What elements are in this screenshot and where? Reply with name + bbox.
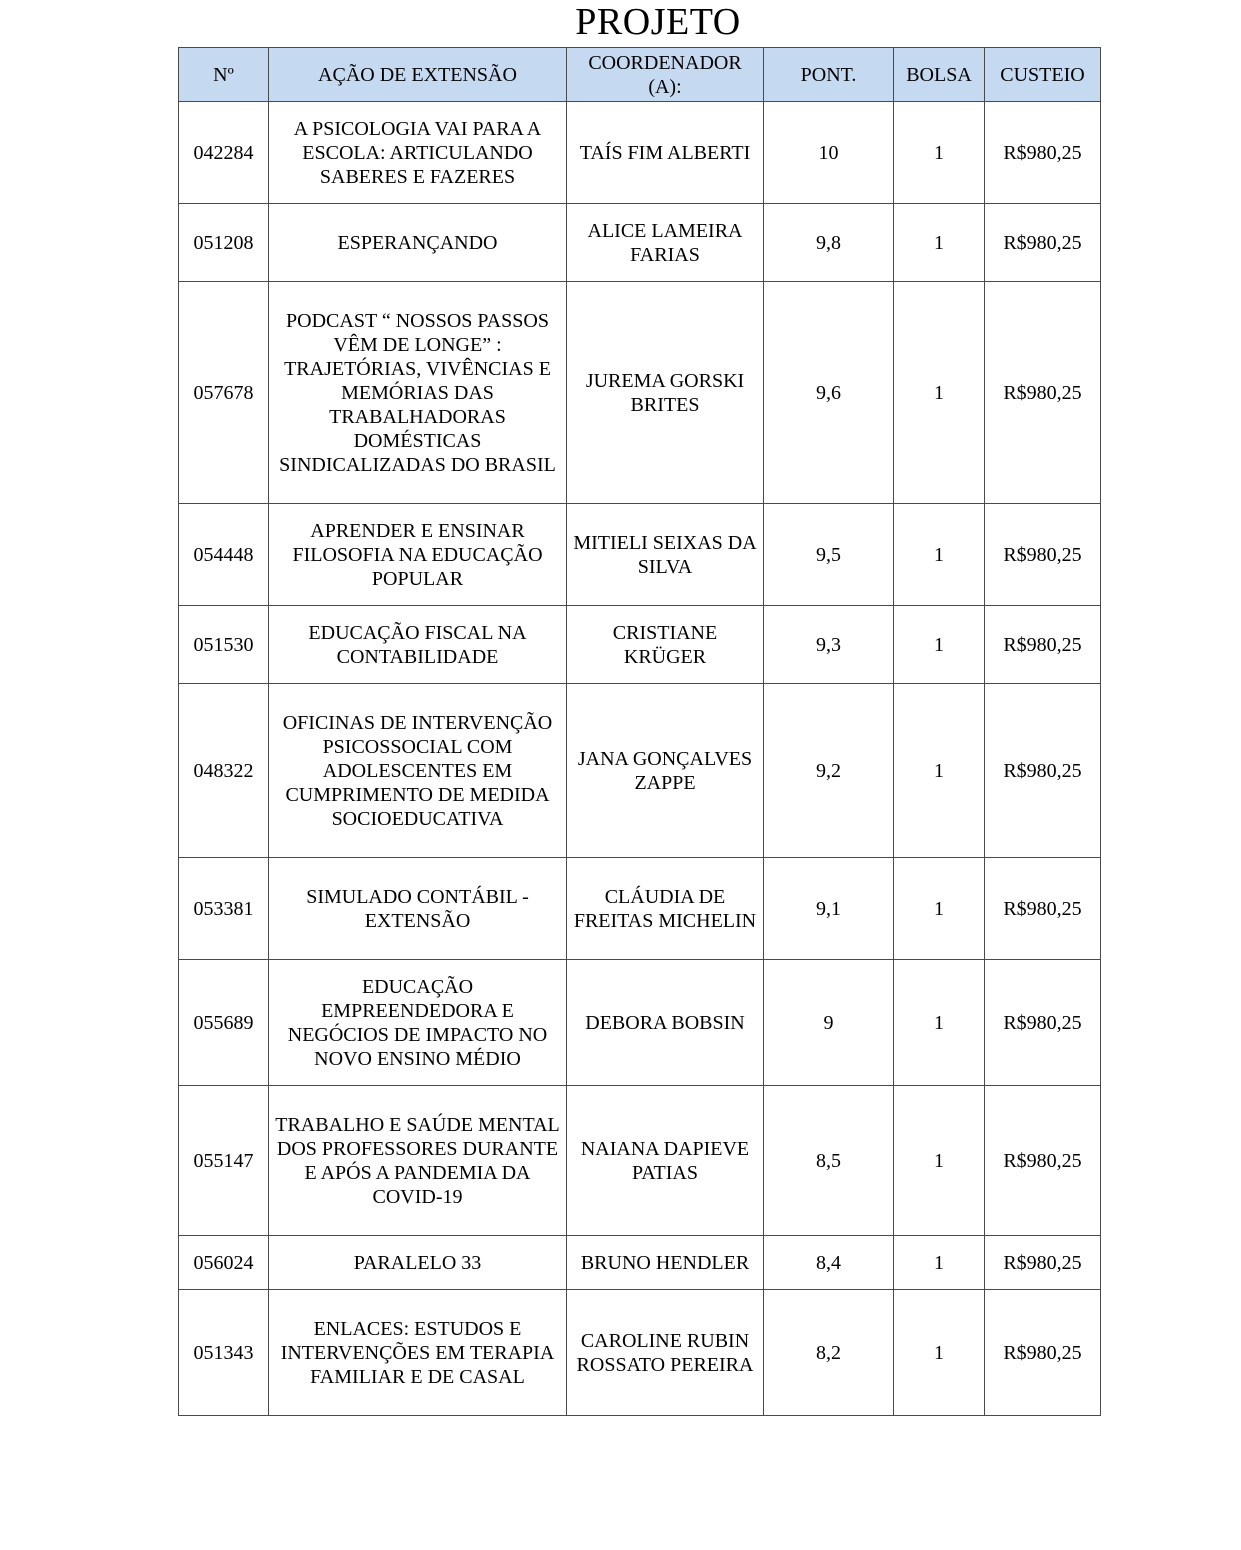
row-score: 9,8 bbox=[764, 204, 894, 282]
row-coordinator: CLÁUDIA DE FREITAS MICHELIN bbox=[567, 858, 764, 960]
row-num: 056024 bbox=[179, 1236, 269, 1290]
table-row bbox=[179, 606, 1101, 684]
table-row bbox=[179, 1086, 1101, 1236]
row-coordinator: BRUNO HENDLER bbox=[567, 1236, 764, 1290]
row-num: 051343 bbox=[179, 1290, 269, 1416]
row-score: 8,4 bbox=[764, 1236, 894, 1290]
row-action: EDUCAÇÃO EMPREENDEDORA E NEGÓCIOS DE IMPACTO NO NOVO ENSINO MÉDIO bbox=[269, 960, 567, 1086]
row-custeio: R$980,25 bbox=[985, 504, 1101, 606]
row-coordinator: MITIELI SEIXAS DA SILVA bbox=[567, 504, 764, 606]
table-row bbox=[179, 684, 1101, 858]
header-coordinator: COORDENADOR (A): bbox=[567, 48, 764, 102]
row-custeio: R$980,25 bbox=[985, 1086, 1101, 1236]
row-num: 055147 bbox=[179, 1086, 269, 1236]
row-bolsa: 1 bbox=[894, 504, 985, 606]
row-action: EDUCAÇÃO FISCAL NA CONTABILIDADE bbox=[269, 606, 567, 684]
row-coordinator: TAÍS FIM ALBERTI bbox=[567, 102, 764, 204]
table-row bbox=[179, 858, 1101, 960]
row-coordinator: CAROLINE RUBIN ROSSATO PEREIRA bbox=[567, 1290, 764, 1416]
row-custeio: R$980,25 bbox=[985, 684, 1101, 858]
row-action: TRABALHO E SAÚDE MENTAL DOS PROFESSORES DURANTE E APÓS A PANDEMIA DA COVID-19 bbox=[269, 1086, 567, 1236]
header-bolsa: BOLSA bbox=[894, 48, 985, 102]
header-row bbox=[179, 48, 1101, 102]
row-action: PODCAST “ NOSSOS PASSOS VÊM DE LONGE” : TRAJETÓRIAS, VIVÊNCIAS E MEMÓRIAS DAS TRABALHADORAS DOMÉSTICAS SINDICALIZADAS DO BRASIL bbox=[269, 282, 567, 504]
row-score: 9,6 bbox=[764, 282, 894, 504]
row-num: 048322 bbox=[179, 684, 269, 858]
table-row bbox=[179, 504, 1101, 606]
table-row bbox=[179, 960, 1101, 1086]
table-row bbox=[179, 204, 1101, 282]
row-action: ESPERANÇANDO bbox=[269, 204, 567, 282]
row-score: 9,1 bbox=[764, 858, 894, 960]
row-coordinator: ALICE LAMEIRA FARIAS bbox=[567, 204, 764, 282]
row-score: 8,2 bbox=[764, 1290, 894, 1416]
row-score: 9,2 bbox=[764, 684, 894, 858]
row-custeio: R$980,25 bbox=[985, 204, 1101, 282]
row-coordinator: DEBORA BOBSIN bbox=[567, 960, 764, 1086]
row-custeio: R$980,25 bbox=[985, 282, 1101, 504]
row-bolsa: 1 bbox=[894, 102, 985, 204]
row-coordinator: JUREMA GORSKI BRITES bbox=[567, 282, 764, 504]
row-score: 9,5 bbox=[764, 504, 894, 606]
table-row bbox=[179, 1236, 1101, 1290]
row-custeio: R$980,25 bbox=[985, 1290, 1101, 1416]
row-action: A PSICOLOGIA VAI PARA A ESCOLA: ARTICULANDO SABERES E FAZERES bbox=[269, 102, 567, 204]
row-custeio: R$980,25 bbox=[985, 858, 1101, 960]
row-custeio: R$980,25 bbox=[985, 102, 1101, 204]
row-coordinator: JANA GONÇALVES ZAPPE bbox=[567, 684, 764, 858]
row-action: APRENDER E ENSINAR FILOSOFIA NA EDUCAÇÃO POPULAR bbox=[269, 504, 567, 606]
row-num: 057678 bbox=[179, 282, 269, 504]
row-num: 051208 bbox=[179, 204, 269, 282]
header-action: AÇÃO DE EXTENSÃO bbox=[269, 48, 567, 102]
table-row bbox=[179, 1290, 1101, 1416]
header-score: PONT. bbox=[764, 48, 894, 102]
row-score: 8,5 bbox=[764, 1086, 894, 1236]
row-bolsa: 1 bbox=[894, 1086, 985, 1236]
table-row bbox=[179, 102, 1101, 204]
row-num: 051530 bbox=[179, 606, 269, 684]
row-bolsa: 1 bbox=[894, 960, 985, 1086]
header-num: Nº bbox=[179, 48, 269, 102]
row-custeio: R$980,25 bbox=[985, 960, 1101, 1086]
results-table bbox=[178, 47, 1101, 1416]
row-action: ENLACES: ESTUDOS E INTERVENÇÕES EM TERAPIA FAMILIAR E DE CASAL bbox=[269, 1290, 567, 1416]
row-action: PARALELO 33 bbox=[269, 1236, 567, 1290]
row-action: SIMULADO CONTÁBIL - EXTENSÃO bbox=[269, 858, 567, 960]
row-score: 9,3 bbox=[764, 606, 894, 684]
header-custeio: CUSTEIO bbox=[985, 48, 1101, 102]
row-bolsa: 1 bbox=[894, 204, 985, 282]
row-coordinator: NAIANA DAPIEVE PATIAS bbox=[567, 1086, 764, 1236]
row-num: 053381 bbox=[179, 858, 269, 960]
row-custeio: R$980,25 bbox=[985, 606, 1101, 684]
row-score: 10 bbox=[764, 102, 894, 204]
row-score: 9 bbox=[764, 960, 894, 1086]
row-bolsa: 1 bbox=[894, 1290, 985, 1416]
row-action: OFICINAS DE INTERVENÇÃO PSICOSSOCIAL COM ADOLESCENTES EM CUMPRIMENTO DE MEDIDA SOCIOEDUCATIVA bbox=[269, 684, 567, 858]
row-num: 042284 bbox=[179, 102, 269, 204]
row-bolsa: 1 bbox=[894, 282, 985, 504]
row-bolsa: 1 bbox=[894, 1236, 985, 1290]
row-bolsa: 1 bbox=[894, 684, 985, 858]
table-row bbox=[179, 282, 1101, 504]
page-title: PROJETO bbox=[575, 1, 741, 43]
row-bolsa: 1 bbox=[894, 858, 985, 960]
row-custeio: R$980,25 bbox=[985, 1236, 1101, 1290]
row-bolsa: 1 bbox=[894, 606, 985, 684]
row-coordinator: CRISTIANE KRÜGER bbox=[567, 606, 764, 684]
row-num: 054448 bbox=[179, 504, 269, 606]
row-num: 055689 bbox=[179, 960, 269, 1086]
